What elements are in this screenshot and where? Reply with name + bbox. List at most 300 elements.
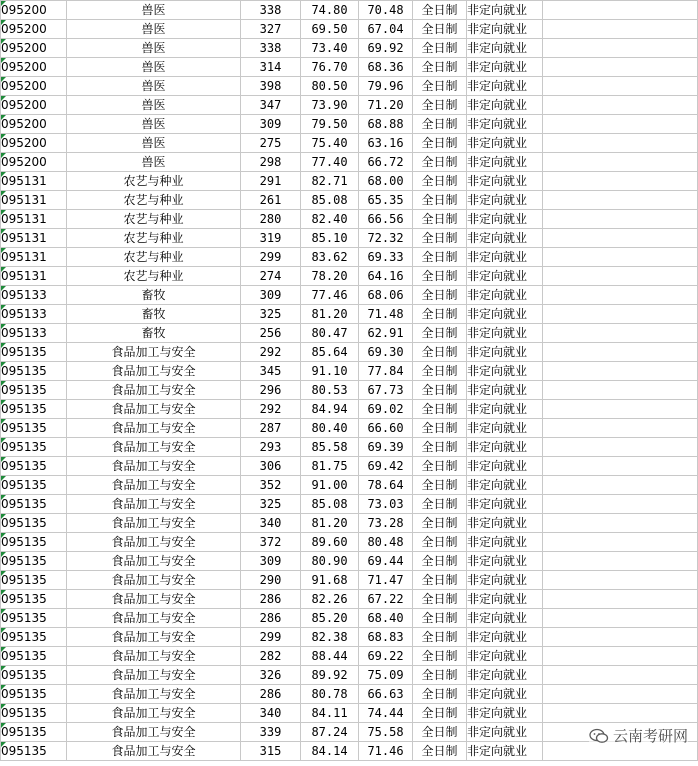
cell-retest[interactable]: 77.46 [301,286,359,305]
cell-score[interactable]: 286 [241,685,301,704]
cell-empty[interactable] [543,457,698,476]
cell-type[interactable]: 非定向就业 [467,495,543,514]
cell-total[interactable]: 65.35 [359,191,413,210]
cell-type[interactable]: 非定向就业 [467,39,543,58]
cell-major[interactable]: 食品加工与安全 [67,476,241,495]
cell-total[interactable]: 75.09 [359,666,413,685]
cell-major[interactable]: 食品加工与安全 [67,381,241,400]
cell-code[interactable]: 095135 [1,609,67,628]
cell-major[interactable]: 食品加工与安全 [67,438,241,457]
cell-total[interactable]: 78.64 [359,476,413,495]
cell-major[interactable]: 兽医 [67,20,241,39]
cell-total[interactable]: 71.47 [359,571,413,590]
cell-retest[interactable]: 88.44 [301,647,359,666]
cell-mode[interactable]: 全日制 [413,96,467,115]
cell-mode[interactable]: 全日制 [413,286,467,305]
cell-retest[interactable]: 85.64 [301,343,359,362]
cell-empty[interactable] [543,704,698,723]
cell-empty[interactable] [543,628,698,647]
cell-code[interactable]: 095135 [1,400,67,419]
cell-empty[interactable] [543,153,698,172]
cell-code[interactable]: 095135 [1,571,67,590]
cell-type[interactable]: 非定向就业 [467,286,543,305]
cell-retest[interactable]: 84.14 [301,742,359,761]
cell-type[interactable]: 非定向就业 [467,248,543,267]
cell-empty[interactable] [543,400,698,419]
cell-code[interactable]: 095135 [1,495,67,514]
cell-type[interactable]: 非定向就业 [467,571,543,590]
cell-retest[interactable]: 84.11 [301,704,359,723]
cell-code[interactable]: 095133 [1,324,67,343]
cell-code[interactable]: 095131 [1,191,67,210]
cell-empty[interactable] [543,39,698,58]
cell-retest[interactable]: 73.90 [301,96,359,115]
cell-type[interactable]: 非定向就业 [467,343,543,362]
cell-retest[interactable]: 76.70 [301,58,359,77]
cell-mode[interactable]: 全日制 [413,457,467,476]
cell-empty[interactable] [543,685,698,704]
cell-score[interactable]: 339 [241,723,301,742]
cell-type[interactable]: 非定向就业 [467,514,543,533]
cell-retest[interactable]: 82.26 [301,590,359,609]
cell-score[interactable]: 319 [241,229,301,248]
cell-score[interactable]: 314 [241,58,301,77]
cell-score[interactable]: 275 [241,134,301,153]
cell-code[interactable]: 095135 [1,343,67,362]
cell-empty[interactable] [543,590,698,609]
cell-score[interactable]: 340 [241,704,301,723]
cell-score[interactable]: 299 [241,628,301,647]
cell-total[interactable]: 67.04 [359,20,413,39]
cell-mode[interactable]: 全日制 [413,590,467,609]
cell-type[interactable]: 非定向就业 [467,438,543,457]
cell-retest[interactable]: 74.80 [301,1,359,20]
cell-major[interactable]: 畜牧 [67,305,241,324]
cell-mode[interactable]: 全日制 [413,191,467,210]
cell-empty[interactable] [543,305,698,324]
cell-type[interactable]: 非定向就业 [467,742,543,761]
cell-empty[interactable] [543,571,698,590]
cell-retest[interactable]: 82.38 [301,628,359,647]
cell-score[interactable]: 287 [241,419,301,438]
cell-code[interactable]: 095135 [1,723,67,742]
cell-score[interactable]: 325 [241,495,301,514]
cell-empty[interactable] [543,248,698,267]
cell-type[interactable]: 非定向就业 [467,305,543,324]
cell-mode[interactable]: 全日制 [413,362,467,381]
cell-type[interactable]: 非定向就业 [467,229,543,248]
cell-total[interactable]: 69.39 [359,438,413,457]
cell-type[interactable]: 非定向就业 [467,419,543,438]
cell-retest[interactable]: 89.60 [301,533,359,552]
cell-empty[interactable] [543,96,698,115]
cell-type[interactable]: 非定向就业 [467,20,543,39]
cell-code[interactable]: 095135 [1,704,67,723]
cell-empty[interactable] [543,381,698,400]
cell-total[interactable]: 68.88 [359,115,413,134]
cell-empty[interactable] [543,229,698,248]
cell-code[interactable]: 095135 [1,476,67,495]
cell-code[interactable]: 095133 [1,305,67,324]
cell-empty[interactable] [543,495,698,514]
cell-major[interactable]: 兽医 [67,115,241,134]
cell-score[interactable]: 327 [241,20,301,39]
cell-type[interactable]: 非定向就业 [467,96,543,115]
cell-type[interactable]: 非定向就业 [467,191,543,210]
cell-major[interactable]: 食品加工与安全 [67,495,241,514]
cell-empty[interactable] [543,1,698,20]
cell-code[interactable]: 095200 [1,153,67,172]
cell-retest[interactable]: 85.08 [301,191,359,210]
cell-empty[interactable] [543,134,698,153]
cell-type[interactable]: 非定向就业 [467,457,543,476]
cell-code[interactable]: 095135 [1,457,67,476]
cell-total[interactable]: 64.16 [359,267,413,286]
cell-major[interactable]: 食品加工与安全 [67,666,241,685]
cell-score[interactable]: 290 [241,571,301,590]
cell-empty[interactable] [543,552,698,571]
cell-total[interactable]: 68.06 [359,286,413,305]
cell-total[interactable]: 66.56 [359,210,413,229]
cell-empty[interactable] [543,476,698,495]
cell-total[interactable]: 67.73 [359,381,413,400]
cell-empty[interactable] [543,343,698,362]
cell-mode[interactable]: 全日制 [413,305,467,324]
cell-code[interactable]: 095135 [1,590,67,609]
cell-mode[interactable]: 全日制 [413,210,467,229]
cell-score[interactable]: 298 [241,153,301,172]
cell-empty[interactable] [543,267,698,286]
cell-type[interactable]: 非定向就业 [467,400,543,419]
cell-retest[interactable]: 69.50 [301,20,359,39]
cell-retest[interactable]: 80.90 [301,552,359,571]
cell-major[interactable]: 食品加工与安全 [67,343,241,362]
cell-mode[interactable]: 全日制 [413,704,467,723]
cell-retest[interactable]: 79.50 [301,115,359,134]
cell-score[interactable]: 282 [241,647,301,666]
cell-total[interactable]: 68.83 [359,628,413,647]
cell-total[interactable]: 71.46 [359,742,413,761]
cell-code[interactable]: 095135 [1,647,67,666]
cell-retest[interactable]: 81.20 [301,305,359,324]
cell-major[interactable]: 农艺与种业 [67,210,241,229]
cell-type[interactable]: 非定向就业 [467,1,543,20]
cell-mode[interactable]: 全日制 [413,533,467,552]
cell-total[interactable]: 68.36 [359,58,413,77]
cell-total[interactable]: 71.20 [359,96,413,115]
cell-major[interactable]: 农艺与种业 [67,248,241,267]
cell-code[interactable]: 095135 [1,514,67,533]
cell-major[interactable]: 兽医 [67,134,241,153]
cell-code[interactable]: 095135 [1,628,67,647]
cell-mode[interactable]: 全日制 [413,153,467,172]
cell-total[interactable]: 79.96 [359,77,413,96]
cell-score[interactable]: 340 [241,514,301,533]
cell-major[interactable]: 食品加工与安全 [67,514,241,533]
cell-mode[interactable]: 全日制 [413,58,467,77]
cell-empty[interactable] [543,58,698,77]
cell-retest[interactable]: 89.92 [301,666,359,685]
cell-empty[interactable] [543,324,698,343]
cell-mode[interactable]: 全日制 [413,723,467,742]
cell-empty[interactable] [543,115,698,134]
cell-total[interactable]: 73.28 [359,514,413,533]
cell-mode[interactable]: 全日制 [413,666,467,685]
cell-code[interactable]: 095131 [1,229,67,248]
cell-type[interactable]: 非定向就业 [467,685,543,704]
cell-score[interactable]: 280 [241,210,301,229]
cell-code[interactable]: 095135 [1,533,67,552]
cell-score[interactable]: 293 [241,438,301,457]
cell-total[interactable]: 74.44 [359,704,413,723]
cell-mode[interactable]: 全日制 [413,419,467,438]
cell-major[interactable]: 兽医 [67,39,241,58]
cell-score[interactable]: 372 [241,533,301,552]
cell-retest[interactable]: 91.00 [301,476,359,495]
cell-mode[interactable]: 全日制 [413,39,467,58]
cell-total[interactable]: 69.92 [359,39,413,58]
cell-major[interactable]: 兽医 [67,1,241,20]
cell-score[interactable]: 309 [241,286,301,305]
cell-score[interactable]: 274 [241,267,301,286]
cell-major[interactable]: 农艺与种业 [67,267,241,286]
cell-code[interactable]: 095131 [1,267,67,286]
cell-score[interactable]: 325 [241,305,301,324]
cell-retest[interactable]: 83.62 [301,248,359,267]
cell-major[interactable]: 兽医 [67,153,241,172]
cell-mode[interactable]: 全日制 [413,20,467,39]
cell-total[interactable]: 80.48 [359,533,413,552]
cell-type[interactable]: 非定向就业 [467,210,543,229]
cell-retest[interactable]: 73.40 [301,39,359,58]
cell-major[interactable]: 食品加工与安全 [67,609,241,628]
cell-major[interactable]: 食品加工与安全 [67,400,241,419]
cell-empty[interactable] [543,286,698,305]
cell-retest[interactable]: 80.78 [301,685,359,704]
cell-retest[interactable]: 80.47 [301,324,359,343]
cell-major[interactable]: 食品加工与安全 [67,742,241,761]
cell-retest[interactable]: 75.40 [301,134,359,153]
cell-total[interactable]: 67.22 [359,590,413,609]
cell-score[interactable]: 309 [241,552,301,571]
cell-retest[interactable]: 80.40 [301,419,359,438]
cell-retest[interactable]: 82.40 [301,210,359,229]
cell-empty[interactable] [543,533,698,552]
cell-major[interactable]: 畜牧 [67,324,241,343]
cell-score[interactable]: 338 [241,39,301,58]
cell-mode[interactable]: 全日制 [413,1,467,20]
cell-retest[interactable]: 77.40 [301,153,359,172]
cell-score[interactable]: 286 [241,590,301,609]
cell-major[interactable]: 食品加工与安全 [67,457,241,476]
cell-total[interactable]: 77.84 [359,362,413,381]
cell-total[interactable]: 72.32 [359,229,413,248]
cell-code[interactable]: 095135 [1,438,67,457]
cell-code[interactable]: 095200 [1,39,67,58]
cell-mode[interactable]: 全日制 [413,571,467,590]
cell-score[interactable]: 256 [241,324,301,343]
cell-score[interactable]: 306 [241,457,301,476]
cell-code[interactable]: 095131 [1,172,67,191]
cell-code[interactable]: 095133 [1,286,67,305]
cell-mode[interactable]: 全日制 [413,495,467,514]
cell-mode[interactable]: 全日制 [413,609,467,628]
cell-type[interactable]: 非定向就业 [467,153,543,172]
cell-code[interactable]: 095135 [1,419,67,438]
cell-code[interactable]: 095135 [1,362,67,381]
cell-total[interactable]: 63.16 [359,134,413,153]
cell-major[interactable]: 农艺与种业 [67,191,241,210]
cell-mode[interactable]: 全日制 [413,381,467,400]
cell-type[interactable]: 非定向就业 [467,666,543,685]
cell-empty[interactable] [543,438,698,457]
cell-retest[interactable]: 91.10 [301,362,359,381]
cell-type[interactable]: 非定向就业 [467,267,543,286]
cell-code[interactable]: 095135 [1,552,67,571]
cell-code[interactable]: 095131 [1,248,67,267]
cell-score[interactable]: 347 [241,96,301,115]
cell-major[interactable]: 食品加工与安全 [67,647,241,666]
cell-retest[interactable]: 81.75 [301,457,359,476]
cell-major[interactable]: 兽医 [67,77,241,96]
cell-major[interactable]: 兽医 [67,58,241,77]
cell-major[interactable]: 兽医 [67,96,241,115]
cell-empty[interactable] [543,191,698,210]
cell-score[interactable]: 326 [241,666,301,685]
cell-code[interactable]: 095135 [1,381,67,400]
cell-major[interactable]: 农艺与种业 [67,172,241,191]
cell-code[interactable]: 095200 [1,115,67,134]
cell-type[interactable]: 非定向就业 [467,134,543,153]
cell-mode[interactable]: 全日制 [413,514,467,533]
cell-mode[interactable]: 全日制 [413,115,467,134]
cell-type[interactable]: 非定向就业 [467,381,543,400]
cell-score[interactable]: 315 [241,742,301,761]
cell-major[interactable]: 食品加工与安全 [67,723,241,742]
cell-retest[interactable]: 80.50 [301,77,359,96]
cell-type[interactable]: 非定向就业 [467,77,543,96]
cell-empty[interactable] [543,20,698,39]
cell-type[interactable]: 非定向就业 [467,647,543,666]
cell-empty[interactable] [543,514,698,533]
cell-score[interactable]: 398 [241,77,301,96]
cell-total[interactable]: 69.44 [359,552,413,571]
cell-type[interactable]: 非定向就业 [467,58,543,77]
cell-major[interactable]: 食品加工与安全 [67,685,241,704]
cell-code[interactable]: 095200 [1,1,67,20]
cell-retest[interactable]: 81.20 [301,514,359,533]
cell-total[interactable]: 66.63 [359,685,413,704]
cell-score[interactable]: 299 [241,248,301,267]
cell-empty[interactable] [543,172,698,191]
cell-type[interactable]: 非定向就业 [467,628,543,647]
cell-mode[interactable]: 全日制 [413,229,467,248]
cell-score[interactable]: 292 [241,343,301,362]
cell-major[interactable]: 食品加工与安全 [67,419,241,438]
cell-code[interactable]: 095200 [1,96,67,115]
cell-empty[interactable] [543,210,698,229]
cell-mode[interactable]: 全日制 [413,172,467,191]
cell-retest[interactable]: 82.71 [301,172,359,191]
cell-empty[interactable] [543,419,698,438]
cell-type[interactable]: 非定向就业 [467,476,543,495]
cell-code[interactable]: 095200 [1,134,67,153]
cell-mode[interactable]: 全日制 [413,77,467,96]
cell-score[interactable]: 261 [241,191,301,210]
cell-major[interactable]: 食品加工与安全 [67,590,241,609]
cell-total[interactable]: 70.48 [359,1,413,20]
cell-total[interactable]: 71.48 [359,305,413,324]
cell-type[interactable]: 非定向就业 [467,552,543,571]
cell-major[interactable]: 畜牧 [67,286,241,305]
cell-total[interactable]: 69.02 [359,400,413,419]
cell-code[interactable]: 095200 [1,77,67,96]
cell-code[interactable]: 095135 [1,666,67,685]
cell-major[interactable]: 食品加工与安全 [67,362,241,381]
cell-major[interactable]: 食品加工与安全 [67,533,241,552]
cell-retest[interactable]: 85.20 [301,609,359,628]
cell-type[interactable]: 非定向就业 [467,609,543,628]
cell-retest[interactable]: 85.10 [301,229,359,248]
cell-mode[interactable]: 全日制 [413,324,467,343]
cell-total[interactable]: 66.72 [359,153,413,172]
cell-mode[interactable]: 全日制 [413,685,467,704]
cell-type[interactable]: 非定向就业 [467,324,543,343]
cell-score[interactable]: 291 [241,172,301,191]
cell-mode[interactable]: 全日制 [413,647,467,666]
cell-empty[interactable] [543,647,698,666]
cell-retest[interactable]: 84.94 [301,400,359,419]
cell-type[interactable]: 非定向就业 [467,704,543,723]
cell-empty[interactable] [543,609,698,628]
cell-code[interactable]: 095135 [1,685,67,704]
cell-code[interactable]: 095200 [1,58,67,77]
cell-empty[interactable] [543,666,698,685]
cell-score[interactable]: 296 [241,381,301,400]
cell-total[interactable]: 73.03 [359,495,413,514]
cell-mode[interactable]: 全日制 [413,628,467,647]
cell-code[interactable]: 095200 [1,20,67,39]
cell-score[interactable]: 338 [241,1,301,20]
cell-total[interactable]: 69.42 [359,457,413,476]
cell-retest[interactable]: 87.24 [301,723,359,742]
cell-retest[interactable]: 85.58 [301,438,359,457]
cell-mode[interactable]: 全日制 [413,134,467,153]
cell-total[interactable]: 69.30 [359,343,413,362]
cell-major[interactable]: 食品加工与安全 [67,628,241,647]
cell-retest[interactable]: 80.53 [301,381,359,400]
cell-retest[interactable]: 91.68 [301,571,359,590]
cell-mode[interactable]: 全日制 [413,476,467,495]
cell-mode[interactable]: 全日制 [413,267,467,286]
cell-score[interactable]: 292 [241,400,301,419]
cell-total[interactable]: 66.60 [359,419,413,438]
cell-type[interactable]: 非定向就业 [467,723,543,742]
cell-type[interactable]: 非定向就业 [467,533,543,552]
cell-mode[interactable]: 全日制 [413,248,467,267]
cell-type[interactable]: 非定向就业 [467,362,543,381]
cell-type[interactable]: 非定向就业 [467,115,543,134]
cell-mode[interactable]: 全日制 [413,742,467,761]
cell-empty[interactable] [543,77,698,96]
cell-mode[interactable]: 全日制 [413,343,467,362]
cell-code[interactable]: 095131 [1,210,67,229]
cell-major[interactable]: 食品加工与安全 [67,552,241,571]
cell-total[interactable]: 62.91 [359,324,413,343]
cell-retest[interactable]: 85.08 [301,495,359,514]
cell-total[interactable]: 69.33 [359,248,413,267]
cell-score[interactable]: 286 [241,609,301,628]
